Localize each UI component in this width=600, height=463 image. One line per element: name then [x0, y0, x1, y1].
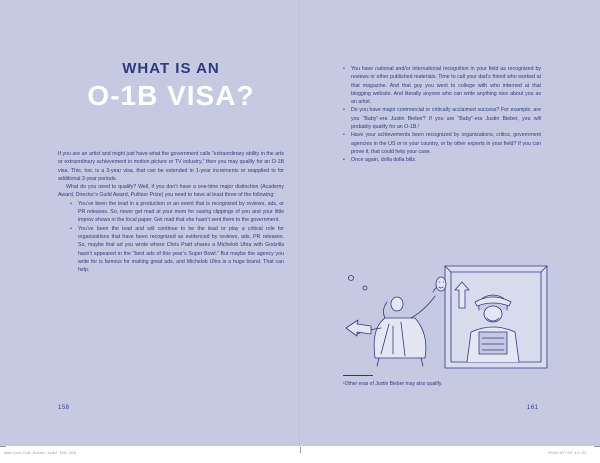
right-bullet-list — [343, 65, 541, 165]
list-item: • You’ve been the lead in a production or an event that is recognized by reviews, ads, or PR releases. So, never get mad at your mom for saving clippings of you and your little improv shows in the local paper. Get mad that she hasn’t sent them to the government. — [70, 200, 284, 225]
page-gutter — [299, 0, 301, 446]
actor-and-officer-illustration — [327, 262, 552, 372]
right-page-number: 161 — [527, 405, 539, 411]
left-page-body — [58, 150, 284, 274]
footnote-rule — [343, 375, 373, 376]
list-item: • Have your achievements been recognized by organizations, critics, government agencies in the US or in your country, or by other experts in your field? If you can prove it, that could help your case. — [343, 131, 541, 156]
list-item: • You’ve been the lead and will continue to be the lead or play a critical role for organizations that have been recognized as evidenced by reviews, ads, PR releases. So, maybe that ad you wrote where Chris Pratt shares a Michelob Ultra with Godzilla hasn’t appeared in the “best ads of this year’s Super Bowl.” But maybe the agency you write for is famous for making great ads, and Michelob Ultra is a huge brand. That can help. — [70, 225, 284, 275]
list-item: • Once again, dolla dolla billz. — [343, 156, 541, 164]
left-page-number: 158 — [58, 405, 70, 411]
title-line-2: O-1B VISA? — [87, 80, 255, 111]
qualify-paragraph: What do you need to qualify? Well, if you don’t have a one-time major distinction (Academy Award, Director’s Guild Award, Pulitzer Prize) you need to have at least three of the following: — [58, 184, 284, 199]
list-item: • Do you have major commercial or critically acclaimed success? For example, are you “Baby”-era Justin Bieber? If you are “Baby”-era Justin Bieber, you will probably qualify for an O-1B.¹ — [343, 106, 541, 131]
left-bullet-list — [70, 200, 284, 275]
crop-mark — [300, 447, 301, 453]
print-slug-left: America-O1B-Guide.indd 158-159 — [4, 452, 77, 456]
print-slug-right: 2019/07/23 12:22 — [548, 452, 587, 456]
title-line-1: WHAT IS AN — [122, 60, 220, 77]
crop-mark — [594, 446, 600, 447]
footnote: ¹Other eras of Justin Bieber may also qualify. — [343, 381, 443, 387]
list-item: • You have national and/or international recognition in your field as recognized by reviews or other published materials. Time to call your dad’s friend who worked at that magazine. And that guy you went to college with who interned at that blogging website. And literally anyone who can write anything nice about you as an artist. — [343, 65, 541, 106]
right-page-body — [343, 65, 541, 165]
crop-mark — [0, 446, 6, 447]
intro-paragraph: If you are an artist and might just have what the government calls “extraordinary ability in the arts or extraordinary achievement in motion picture or TV industry,” then you may qualify for an O-1B visa. This, too, is a 3-year visa, that can be extended in 1-year increments or reapplied to for additional 3-year periods. — [58, 151, 284, 182]
